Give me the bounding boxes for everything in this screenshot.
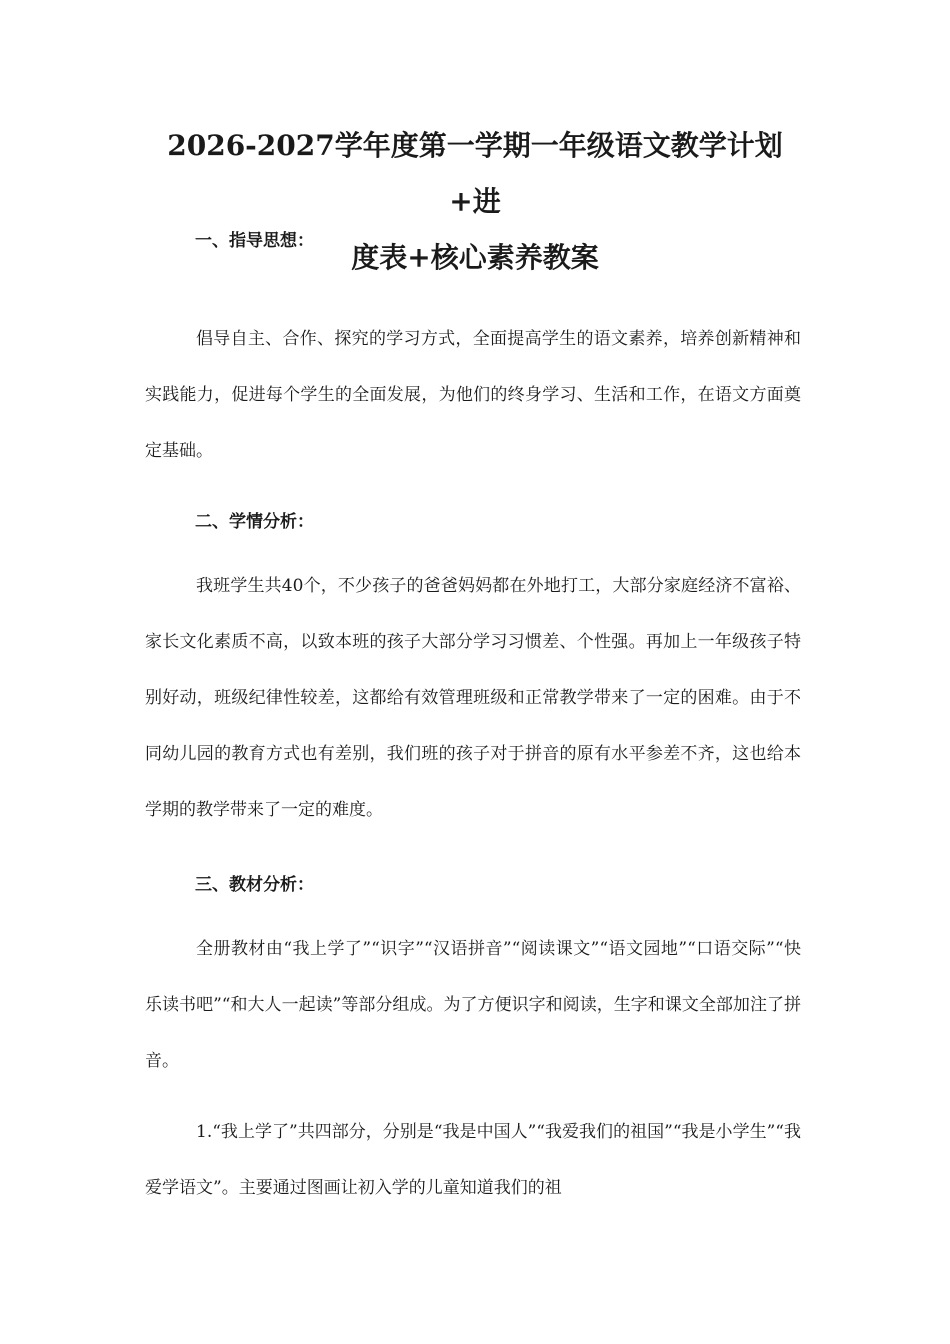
title-line-2: 度表+核心素养教案 xyxy=(351,241,599,274)
paragraph-item-1: 1.“我上学了”共四部分，分别是“我是中国人”“我爱我们的祖国”“我是小学生”“我爱学语文”。主要通过图画让初入学的儿童知道我们的祖 xyxy=(145,1122,801,1198)
section-heading-textbook-analysis: 三、教材分析： xyxy=(195,875,314,895)
paragraph-guiding-thought: 倡导自主、合作、探究的学习方式，全面提高学生的语文素养，培养创新精神和实践能力，促进每个学生的全面发展，为他们的终身学习、生活和工作，在语文方面奠定基础。 xyxy=(145,329,801,461)
title-line-1: 2026-2027学年度第一学期一年级语文教学计划+进 xyxy=(167,129,783,218)
section-heading-student-analysis: 二、学情分析： xyxy=(195,512,314,532)
document-title xyxy=(145,118,805,286)
paragraph-textbook-analysis: 全册教材由“我上学了”“识字”“汉语拼音”“阅读课文”“语文园地”“口语交际”“快乐读书吧”“和大人一起读”等部分组成。为了方便识字和阅读，生字和课文全部加注了拼音。 xyxy=(145,939,801,1071)
paragraph-student-analysis: 我班学生共40个，不少孩子的爸爸妈妈都在外地打工，大部分家庭经济不富裕、家长文化素质不高，以致本班的孩子大部分学习习惯差、个性强。再加上一年级孩子特别好动，班级纪律性较差，这都给有效管理班级和正常教学带来了一定的困难。由于不同幼儿园的教育方式也有差别，我们班的孩子对于拼音的原有水平参差不齐，这也给本学期的教学带来了一定的难度。 xyxy=(145,576,801,820)
section-heading-guiding-thought: 一、指导思想： xyxy=(195,231,314,251)
